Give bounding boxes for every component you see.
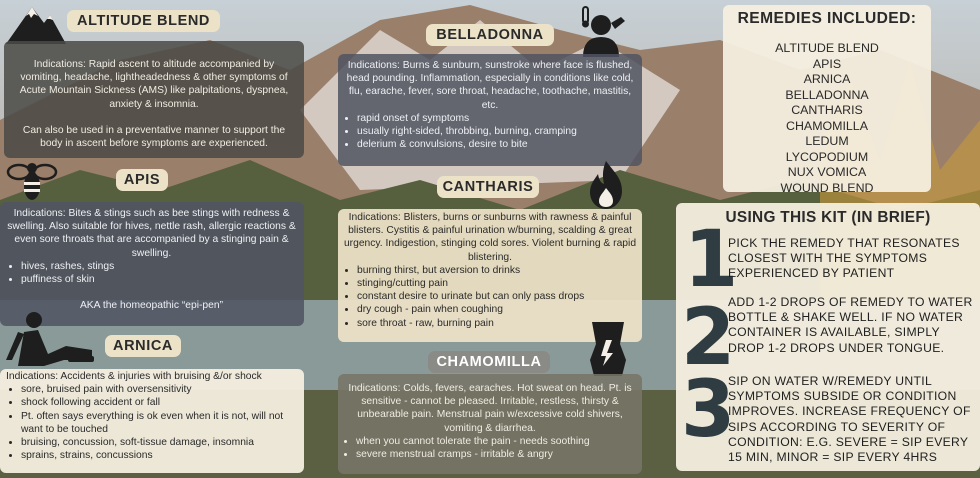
altitude-blend-card [4, 41, 304, 158]
fever-person-icon [575, 3, 631, 57]
step-text-1: PICK THE REMEDY THAT RESONATES CLOSEST WITH THE SYMPTOMS EXPERIENCED BY PATIENT [728, 236, 960, 281]
abdominal-pain-icon [586, 320, 630, 376]
mountain-icon [4, 3, 68, 45]
list-item: CHAMOMILLA [786, 118, 868, 133]
remedies-included-card [723, 5, 931, 195]
list-item: APIS [812, 56, 842, 71]
list-item: • usually right-sided, throbbing, burning, cramping [357, 125, 637, 138]
arnica-indications: Indications: Accidents & injuries with bruising &/or shock [6, 371, 262, 382]
remedies-included-title: REMEDIES INCLUDED: [737, 10, 917, 27]
list-item: • hives, rashes, stings [21, 260, 297, 273]
belladonna-card [338, 54, 642, 166]
arnica-bullet-list [6, 383, 300, 462]
remedy-list [723, 41, 931, 196]
list-item: • puffiness of skin [21, 273, 297, 286]
list-item: • sore throat - raw, burning pain [357, 317, 637, 330]
list-item: • sprains, strains, concussions [21, 449, 300, 462]
belladonna-bullet-list [343, 112, 637, 152]
altitude-preventative-note: Can also be used in a preventative manner to support the body in ascent before symptoms are experienced. [22, 124, 286, 150]
step-number-1: 1 [684, 215, 739, 305]
apis-card [0, 202, 304, 326]
list-item: ALTITUDE BLEND [775, 41, 879, 55]
list-item: • shock following accident or fall [21, 396, 300, 409]
list-item: BELLADONNA [785, 87, 869, 102]
list-item: ARNICA [803, 72, 851, 86]
chamomilla-indications: Indications: Colds, fevers, earaches. Hot sweat on head. Pt. is sensitive - cannot be pleased. Irritable, restless, thirsty & unbearable pain. Menstrual pain w/excessive cold shivers, vomiting & diarrhea. [348, 383, 632, 434]
using-this-kit-title: USING THIS KIT (IN BRIEF) [725, 209, 931, 226]
list-item: • bruising, concussion, soft-tissue damage, insomnia [21, 436, 300, 449]
cantharis-title: CANTHARIS [437, 176, 539, 198]
apis-title: APIS [116, 169, 168, 191]
list-item: LYCOPODIUM [785, 149, 869, 164]
step-number-2: 2 [681, 293, 736, 383]
altitude-indications: Indications: Rapid ascent to altitude accompanied by vomiting, headache, lightheadedness & other symptoms of Acute Mountain Sickness (AMS) like palpitations, dyspnea, anxiety & insomnia. [19, 59, 289, 110]
bee-icon [6, 160, 58, 204]
belladonna-indications: Indications: Burns & sunburn, sunstroke where face is flushed, head pounding. Inflammation, especially in conditions like cold, flu, earache, fever, sore throat, headache, toothache, mastitis, etc. [346, 60, 634, 111]
altitude-blend-title: ALTITUDE BLEND [67, 10, 220, 32]
arnica-card [0, 369, 304, 473]
list-item: • stinging/cutting pain [357, 277, 637, 290]
list-item: • rapid onset of symptoms [357, 112, 637, 125]
step-text-3: SIP ON WATER W/REMEDY UNTIL SYMPTOMS SUBSIDE OR CONDITION IMPROVES. INCREASE FREQUENCY OF SIPS ACCORDING TO SEVERITY OF CONDITION: E.G. SEVERE = SIP EVERY 15 MIN, MINOR = SIP EVERY 4HRS [728, 374, 971, 465]
apis-indications: Indications: Bites & stings such as bee stings with redness & swelling. Also suitable for hives, nettle rash, allergic reactions & even sore throats that are accompanied by a stinging pain & swelling. [7, 208, 296, 259]
chamomilla-bullet-list [342, 435, 638, 461]
list-item: • burning thirst, but aversion to drinks [357, 264, 637, 277]
list-item: • dry cough - pain when coughing [357, 303, 637, 316]
chamomilla-card [338, 374, 642, 474]
belladonna-title: BELLADONNA [426, 24, 554, 46]
list-item: • when you cannot tolerate the pain - needs soothing [356, 435, 638, 448]
apis-bullet-list [6, 260, 297, 286]
arnica-title: ARNICA [105, 335, 181, 357]
step-number-3: 3 [681, 365, 736, 455]
list-item: LEDUM [805, 134, 849, 148]
list-item: • sore, bruised pain with oversensitivity [21, 383, 300, 396]
list-item: NUX VOMICA [787, 165, 867, 179]
cantharis-indications: Indications: Blisters, burns or sunburns with rawness & painful blisters. Cystitis & painful urination w/burning, scalding & great urgency. Indigestion, stinging cold sores. Violent burning & rapid blistering. [343, 212, 637, 263]
apis-aka-note: AKA the homeopathic “epi-pen” [79, 300, 224, 312]
chamomilla-title: CHAMOMILLA [428, 351, 550, 373]
list-item: • Pt. often says everything is ok even when it is not, will not want to be touched [21, 410, 300, 436]
injured-person-icon [4, 310, 96, 368]
list-item: • delerium & convulsions, desire to bite [357, 138, 637, 151]
step-text-2: ADD 1-2 DROPS OF REMEDY TO WATER BOTTLE & SHAKE WELL. IF NO WATER CONTAINER IS AVAILABLE, SIMPLY DROP 1-2 DROPS UNDER TONGUE. [728, 295, 973, 355]
using-this-kit-card [676, 203, 980, 471]
list-item: • severe menstrual cramps - irritable & angry [356, 448, 638, 461]
list-item: • constant desire to urinate but can only pass drops [357, 290, 637, 303]
list-item: WOUND BLEND [780, 180, 874, 195]
list-item: CANTHARIS [791, 103, 863, 117]
flame-icon [586, 160, 626, 210]
